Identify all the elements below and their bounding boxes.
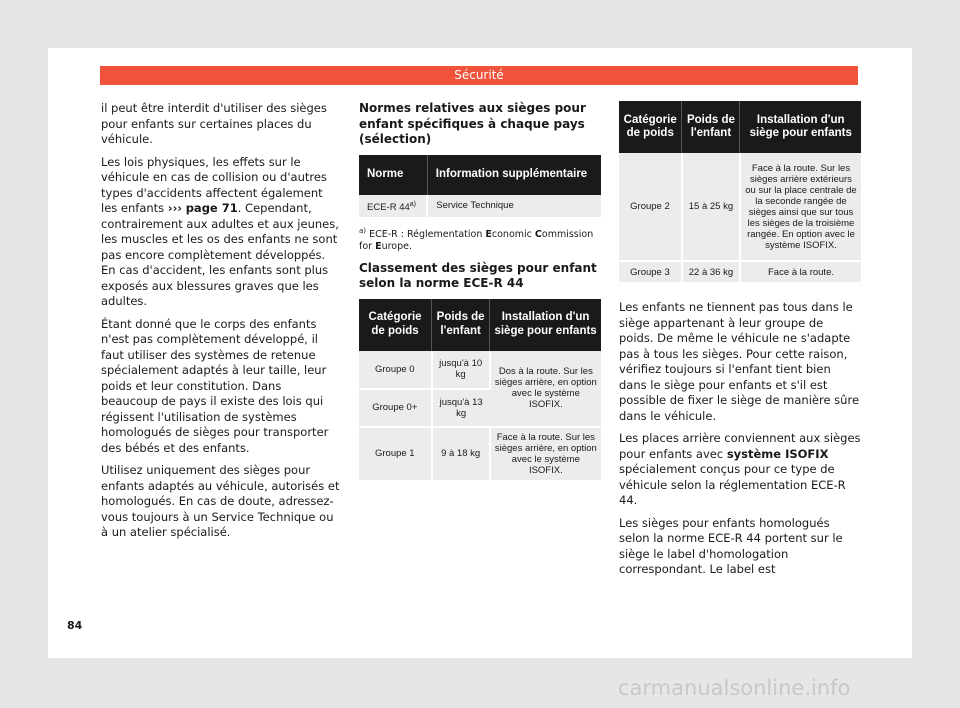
footnote: $^{a)}$ ECE-R : Réglementation Economic Commission for Europe. <box>359 226 594 252</box>
table-cell: Face à la route. Sur les sièges arrière, en option avec le système ISOFIX. <box>490 427 601 481</box>
table-cell: 15 à 25 kg <box>682 153 740 261</box>
table-cell: Groupe 2 <box>619 153 682 261</box>
section-subheading: Normes relatives aux sièges pour enfant spécifiques à chaque pays (sélection) <box>359 101 586 146</box>
paragraph: Étant donné que le corps des enfants n'est pas complètement développé, il faut utiliser des systèmes de retenue spécialement adaptés à leur taille, leur poids et leur constitution. Dans beaucoup de pays il existe des lois qui régissent l'utilisation de systèmes homologués de sièges pour transporter des bébés et des enfants. <box>101 316 329 455</box>
table-cell: Groupe 1 <box>359 427 432 481</box>
classification-table-continued <box>619 101 861 284</box>
column-header: Poids de l'enfant <box>432 299 490 351</box>
column-header: Poids de l'enfant <box>682 101 740 153</box>
page-number: 84 <box>67 619 83 632</box>
section-subheading: Classement des sièges pour enfant selon la norme ECE-R 44 <box>359 260 597 291</box>
column-header: Catégorie de poids <box>359 299 432 351</box>
table-cell: 22 à 36 kg <box>682 261 740 283</box>
table-cell: Groupe 3 <box>619 261 682 283</box>
table-row <box>359 195 601 218</box>
table-cell: Face à la route. Sur les sièges arrière extérieurs ou sur la place centrale de la seconde rangée de sièges ainsi que sur tous les sièges de la troisième rangée. En option avec le système ISOFIX. <box>740 153 861 261</box>
table-row <box>359 427 601 481</box>
right-column <box>619 300 861 585</box>
table-cell: jusqu'à 13 kg <box>432 389 490 427</box>
paragraph: Les enfants ne tiennent pas tous dans le siège appartenant à leur groupe de poids. De même le véhicule ne s'adapte pas à tous les sièges. Pour cette raison, vérifiez toujours si l'enfant tient bien dans le siège pour enfants et s'il est possible de fixer le siège de manière sûre dans le véhicule. <box>619 300 860 423</box>
right-table-wrapper <box>619 101 861 284</box>
table-row <box>359 351 601 389</box>
column-header: Information supplémentaire <box>427 155 601 195</box>
table-cell: Dos à la route. Sur les sièges arrière, en option avec le système ISOFIX. <box>490 351 601 427</box>
paragraph: Utilisez uniquement des sièges pour enfants adaptés au véhicule, autorisés et homologués. En cas de doute, adressez-vous toujours à un Service Technique ou à un atelier spécialisé. <box>101 463 340 539</box>
middle-column <box>359 101 601 482</box>
norme-table <box>359 155 601 219</box>
left-column <box>101 101 341 548</box>
watermark: carmanualsonline.info <box>618 676 851 700</box>
classification-table <box>359 299 601 482</box>
table-cell: Service Technique <box>427 195 601 218</box>
table-cell: Face à la route. <box>740 261 861 283</box>
paragraph: Les lois physiques, les effets sur le véhicule en cas de collision ou d'autres types d'accidents affectent également les enfants ››› page 71. Cependant, contrairement aux adultes et aux jeunes, les muscles et les os des enfants ne sont pas encore complètement développés. En cas d'accident, les enfants sont plus exposés aux blessures graves que les adultes. <box>101 154 339 308</box>
section-header: Sécurité <box>100 66 858 85</box>
column-header: Catégorie de poids <box>619 101 682 153</box>
table-cell: ECE-R 44$^{a)}$ <box>359 195 427 218</box>
page-reference-link[interactable]: ››› page 71 <box>167 201 238 215</box>
table-cell: Groupe 0+ <box>359 389 432 427</box>
paragraph: Les sièges pour enfants homologués selon la norme ECE-R 44 portent sur le siège le label d'homologation correspondant. Le label est <box>619 515 843 576</box>
table-cell: 9 à 18 kg <box>432 427 490 481</box>
table-cell: Groupe 0 <box>359 351 432 389</box>
table-row <box>619 261 861 283</box>
column-header: Installation d'un siège pour enfants <box>490 299 601 351</box>
column-header: Norme <box>359 155 427 195</box>
paragraph: Les places arrière conviennent aux sièges pour enfants avec système ISOFIX spécialement conçus pour ce type de véhicule selon la réglementation ECE-R 44. <box>619 431 861 507</box>
paragraph: il peut être interdit d'utiliser des sièges pour enfants sur certaines places du véhicule. <box>101 101 327 146</box>
table-cell: jusqu'à 10 kg <box>432 351 490 389</box>
column-header: Installation d'un siège pour enfants <box>740 101 861 153</box>
table-row <box>619 153 861 261</box>
